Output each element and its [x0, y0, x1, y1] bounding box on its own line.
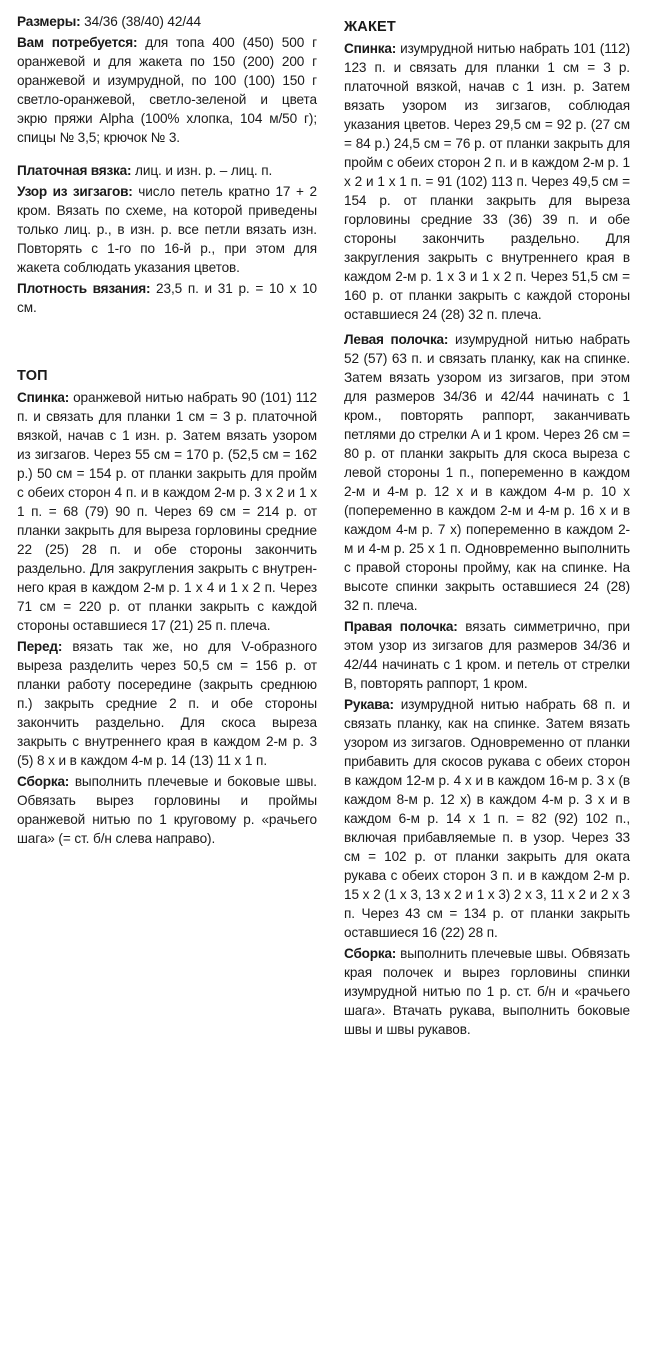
top-assembly-lead: Сборка: [17, 774, 70, 789]
zigzag-text: число петель кратно 17 + 2 кром. Вязать по схеме, на которой приведены только лиц. р., в изн. р. все петли вязать изн. Повторять с 1-го по 16-й р., при этом для жакета соблюдать указания цветов. [17, 184, 317, 275]
materials-text: для топа 400 (450) 500 г оранжевой и для жакета по 150 (200) 200 г оранжевой и изумрудной, по 100 (100) 150 г светло-оранжевой, светло-зеленой и цвета экрю пряжи Alpha (100% хлопка, 104 м/50 г); спицы № 3,5; крючок № 3. [17, 35, 317, 145]
left-column [17, 12, 317, 850]
sleeves-text: изумрудной нитью набрать 68 п. и связать планку, как на спинке. Затем вязать узором из зигзагов. Одновременно от планки прибавить для скосов рукава с обеих сторон в каждом 12-м р. 4 х и в каждом 16-м р. 3 х (в каждом 8-м р. 12 х) в каждом 4-м р. 3 х и в каждом 6-м р. 14 х 1 п. = 82 (92) 102 п., включая прибавляемые п. в узор. Через 33 см = 102 р. от планки закрыть для оката рукава с обеих сторон 3 п. и в каждом 2-м р. 15 х 2 (1 х 3, 13 х 2 и 1 х 3) 2 х 3, 11 х 2 и 2 х 3 п. Через 43 см = 134 р. от планки закрыть оставшиеся 16 (22) 28 п. [344, 697, 630, 940]
garter-paragraph [17, 161, 317, 180]
garter-text: лиц. и изн. р. – лиц. п. [131, 163, 273, 178]
jacket-back-text: изумрудной нитью набрать 101 (112) 123 п. и связать для планки 1 см = 3 р. платочной вязкой, начав с 1 изн. р. Затем вязать узором из зигзагов, соблюдая указания цветов. Через 29,5 см = 92 р. (27 см = 84 р.) 24,5 см = 76 р. от планки закрыть для пройм с обеих сторон 2 п. и в каждом 2-м р. 1 х 2 и 1 х 1 п. = 91 (102) 113 п. Через 49,5 см = 154 р. от планки закрыть для выреза горловины средние 33 (36) 39 п. и обе стороны закончить раздельно. Для закругления закрыть с внутреннего края в каждом 2-м р. 1 х 3 и 1 х 2 п. Через 51,5 см = 160 р. от планки закрыть с каждой стороны оставшиеся 24 (28) 32 п. плеча. [344, 41, 630, 322]
density-text: 23,5 п. и 31 р. = 10 х 10 см. [17, 281, 317, 315]
top-back-lead: Спинка: [17, 390, 70, 405]
top-front-paragraph [17, 637, 317, 770]
top-back-paragraph [17, 388, 317, 635]
right-front-paragraph [344, 617, 630, 693]
jacket-assembly-lead: Сборка: [344, 946, 397, 961]
jacket-assembly-text: выполнить плечевые швы. Обвязать края полочек и вырез горловины спинки изумрудной нитью по 1 р. ст. б/н и «рачьего шага». Втачать рукава, выполнить боковые швы и швы рукавов. [344, 946, 630, 1037]
top-section-title: ТОП [17, 368, 48, 384]
sizes-lead: Размеры: [17, 14, 81, 29]
materials-lead: Вам потребуется: [17, 35, 138, 50]
jacket-back-paragraph [344, 39, 630, 324]
garter-lead: Платочная вязка: [17, 163, 132, 178]
jacket-assembly-paragraph [344, 944, 630, 1039]
sleeves-paragraph [344, 695, 630, 942]
top-front-lead: Перед: [17, 639, 63, 654]
sizes-paragraph [17, 12, 317, 31]
density-paragraph [17, 279, 317, 317]
right-front-text: вязать симметрично, при этом узор из зигзагов для размеров 34/36 и 42/44 начинать с 1 кром. и петель от стрелки В, повторять раппорт, 1 кром. [344, 619, 630, 691]
left-front-paragraph [344, 330, 630, 615]
top-assembly-text: выполнить плечевые и боковые швы. Обвязать вырез горловины и проймы оранжевой нитью по 1 круговому р. «рачьего шага» (= ст. б/н слева направо). [17, 774, 317, 846]
jacket-back-lead: Спинка: [344, 41, 397, 56]
right-front-lead: Правая полочка: [344, 619, 458, 634]
right-column [344, 18, 630, 1041]
sizes-text: 34/36 (38/40) 42/44 [80, 14, 201, 29]
zigzag-lead: Узор из зигзагов: [17, 184, 133, 199]
top-assembly-paragraph [17, 772, 317, 848]
materials-paragraph [17, 33, 317, 147]
zigzag-paragraph [17, 182, 317, 277]
left-front-lead: Левая полочка: [344, 332, 449, 347]
jacket-section-title: ЖАКЕТ [344, 19, 396, 35]
top-front-text: вязать так же, но для V-образного выреза разделить через 50,5 см = 156 р. от планки работу посередине (закрыть среднюю п.) закрыть средние 2 п. и обе стороны закончить раздельно. Для скоса выреза закрыть с внутреннего края в каждом 2-м р. 3 (5) 8 х и в каждом 4-м р. 14 (13) 11 х 1 п. [17, 639, 317, 768]
left-front-text: изумрудной нитью набрать 52 (57) 63 п. и связать планку, как на спинке. Затем вязать узором из зигзагов, при этом для размеров 34/36 и 42/44 начинать с 1 кром., повторять раппорт, заканчивать петлями до стрелки А и 1 кром. Через 26 см = 80 р. от планки закрыть для скоса выреза с левой стороны 1 п., попеременно в каждом 2-м и 4-м р. 12 х и в каждом 4-м р. 10 х (попеременно в каждом 2-м и 4-м р. 16 х и в каждом 4-м р. 7 х) попеременно в каждом 2-м и 4-м р. 25 х 1 п. Одновременно выполнить с правой стороны пройму, как на спинке. На высоте спинки закрыть оставшиеся 24 (28) 32 п. плеча. [344, 332, 630, 613]
sleeves-lead: Рукава: [344, 697, 394, 712]
top-back-text: оранжевой нитью набрать 90 (101) 112 п. и связать для планки 1 см = 3 р. платочной вязкой, начав с 1 изн. р. Затем вязать узором из зигзагов. Через 55 см = 170 р. (52,5 см = 162 р.) 50 см = 154 р. от планки закрыть для пройм с обеих сторон 4 п. и в каждом 2-м р. 3 х 2 и 1 х 1 п. = 68 (79) 90 п. Через 69 см = 214 р. от планки закрыть для выреза горловины средние 22 (25) 28 п. и обе стороны закончить раздельно. Для закругления закрыть с внутреннего края в каждом 2-м р. 1 х 4 и 1 х 2 п. Через 71 см = 220 р. от планки закрыть с каждой стороны оставшиеся 17 (21) 25 п. плеча. [17, 390, 317, 633]
density-lead: Плотность вязания: [17, 281, 151, 296]
